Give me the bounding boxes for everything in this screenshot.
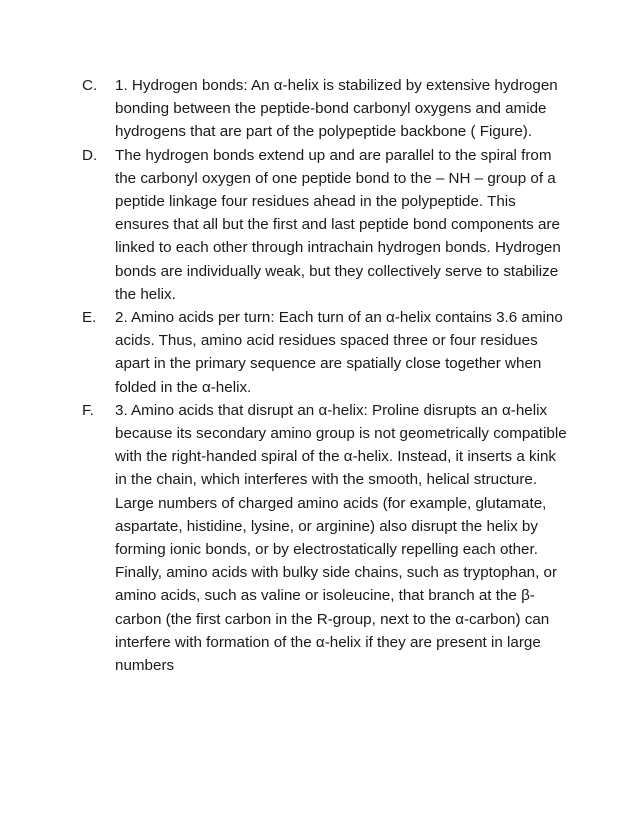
list-item-e — [82, 306, 568, 399]
list-item-c — [82, 74, 568, 144]
list-marker: D. — [82, 146, 98, 164]
list-marker: E. — [82, 309, 97, 327]
paragraph-hydrogen-bonds: 1. Hydrogen bonds: An α-helix is stabilized by extensive hydrogen bonding between the peptide-bond carbonyl oxygens and amide hydrogens that are part of the polypeptide backbone ( Figure). — [115, 77, 558, 141]
list-item-f — [82, 399, 568, 677]
paragraph-helix-disruptors: 3. Amino acids that disrupt an α-helix: Proline disrupts an α-helix because its secondary amino group is not geometrically compatible with the right-handed spiral of the α-helix. Instead, it inserts a kink in the chain, which interferes with the smooth, helical structure. Large numbers of charged amino acids (for example, glutamate, aspartate, histidine, lysine, or arginine) also disrupt the helix by forming ionic bonds, or by electrostatically repelling each other. Finally, amino acids with bulky side chains, such as tryptophan, or amino acids, such as valine or isoleucine, that branch at the β-carbon (the first carbon in the R-group, next to the α-carbon) can interfere with formation of the α-helix if they are present in large numbers — [115, 401, 567, 675]
paragraph-hydrogen-bond-extension: The hydrogen bonds extend up and are parallel to the spiral from the carbonyl oxygen of one peptide bond to the – NH – group of a peptide linkage four residues ahead in the polypeptide. This ensures that all but the first and last peptide bond components are linked to each other through intrachain hydrogen bonds. Hydrogen bonds are individually weak, but they collectively serve to stabilize the helix. — [115, 146, 561, 303]
lettered-list — [82, 74, 568, 677]
list-marker: F. — [82, 401, 94, 419]
paragraph-amino-acids-per-turn: 2. Amino acids per turn: Each turn of an α-helix contains 3.6 amino acids. Thus, amino acid residues spaced three or four residues apart in the primary sequence are spatially close together when folded in the α-helix. — [115, 309, 563, 396]
list-item-d — [82, 144, 568, 306]
list-marker: C. — [82, 77, 98, 94]
